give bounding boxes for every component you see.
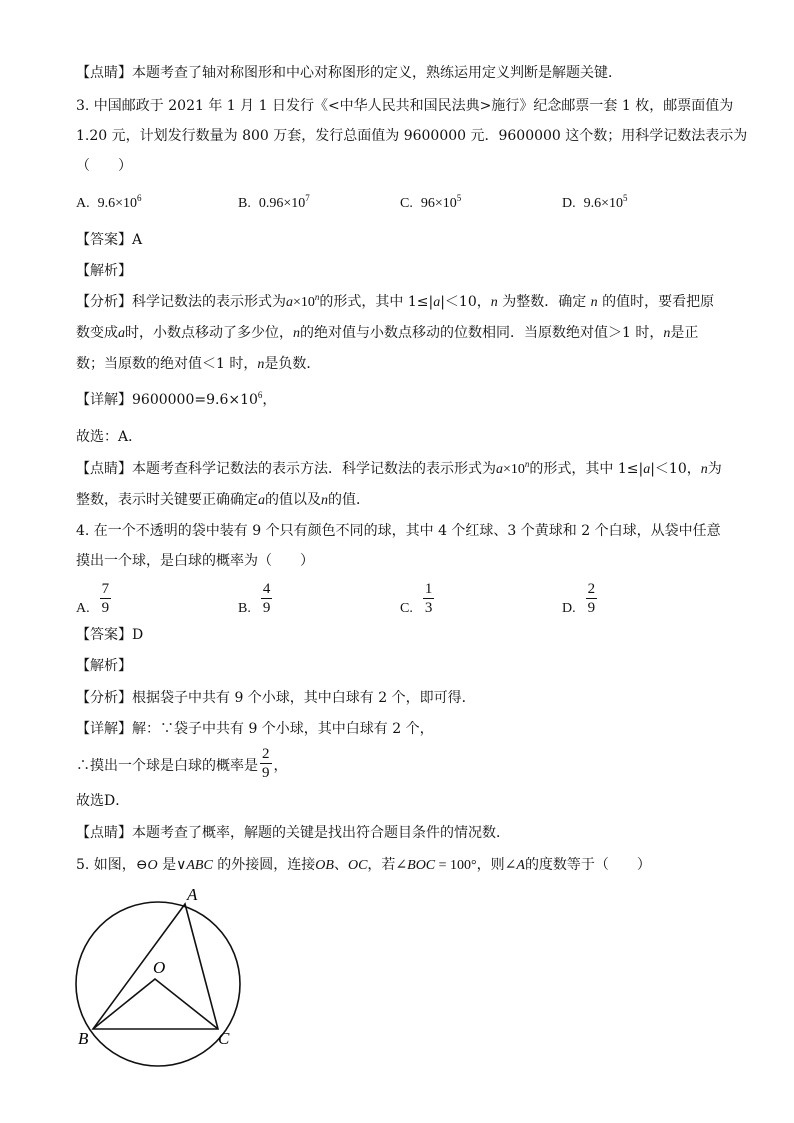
comment-3-line-1: 【点睛】本题考查科学记数法的表示方法．科学记数法的表示形式为$a\times 10^n$的形式，其中 1≤|a|＜10，n为 [76, 459, 722, 477]
circle-triangle-figure [68, 880, 268, 1080]
q3-option-c: C. $96\times 10^5$ [400, 193, 462, 211]
question-4-line-1: 4. 在一个不透明的袋中装有 9 个只有颜色不同的球，其中 4 个红球、3 个黄球和 2 个白球，从袋中任意 [76, 523, 721, 539]
answer-4: 【答案】D [76, 627, 144, 643]
question-3-line-1: 3. 中国邮政于 2021 年 1 月 1 日发行《<中华人民共和国民法典>施行》纪念邮票一套 1 枚，邮票面值为 [76, 98, 734, 114]
detail-3: 【详解】$9600000=9.6\times 10^6$， [76, 390, 277, 408]
analysis-4: 【分析】根据袋子中共有 9 个小球，其中白球有 2 个，即可得． [76, 690, 476, 706]
q4-option-d: D. $\frac{2}{9}$ [562, 581, 596, 616]
question-5: 5. 如图，⊖O 是∨ABC 的外接圆，连接OB、OC，若∠BOC = 100°，则∠A的度数等于（ ） [76, 857, 651, 873]
q4-option-b: B. $\frac{4}{9}$ [238, 581, 271, 616]
q4-option-c: C. $\frac{1}{3}$ [400, 581, 433, 616]
detail-4-line-1: 【详解】解：∵袋子中共有 9 个小球，其中白球有 2 个， [76, 721, 434, 737]
q3-option-a: A. $9.6\times 10^6$ [76, 193, 142, 211]
question-3-line-2: 1.20 元，计划发行数量为 800 万套，发行总面值为 9600000 元．9600000 这个数；用科学记数法表示为 [76, 128, 748, 144]
choice-3: 故选：A． [76, 429, 143, 445]
note-line-1: 【点睛】本题考查了轴对称图形和中心对称图形的定义，熟练运用定义判断是解题关键． [76, 65, 622, 81]
label-c: C [218, 1029, 230, 1048]
answer-3: 【答案】A [76, 232, 143, 248]
q3-option-d: D. $9.6\times 10^5$ [562, 193, 628, 211]
q3-option-b: B. $0.96\times 10^7$ [238, 193, 310, 211]
label-b: B [78, 1029, 89, 1048]
circumcircle [76, 902, 240, 1066]
choice-4: 故选D． [76, 793, 130, 809]
analysis-3-line-3: 数；当原数的绝对值＜1 时，n是负数． [76, 356, 321, 372]
q4-option-a: A. $\frac{7}{9}$ [76, 581, 110, 616]
label-a: A [187, 885, 198, 904]
detail-4-line-2: ∴摸出一个球是白球的概率是 $\frac{2}{9}$ ， [76, 746, 288, 781]
comment-4: 【点睛】本题考查了概率，解题的关键是找出符合题目条件的情况数． [76, 825, 510, 841]
analysis-3-line-1: 【分析】科学记数法的表示形式为$a\times 10^n$的形式，其中 1≤|a|＜10，n 为整数．确定 n 的值时，要看把原 [76, 292, 715, 310]
comment-3-line-2: 整数，表示时关键要正确确定a的值以及n的值． [76, 492, 370, 508]
question-4-line-2: 摸出一个球，是白球的概率为（ ） [76, 553, 314, 569]
analysis-4-heading: 【解析】 [76, 658, 132, 674]
analysis-3-line-2: 数变成a时，小数点移动了多少位，n的绝对值与小数点移动的位数相同．当原数绝对值＞1 时，n是正 [76, 325, 699, 341]
label-o: O [153, 958, 166, 977]
question-3-line-3: （ ） [76, 158, 132, 174]
analysis-3-heading: 【解析】 [76, 263, 132, 279]
